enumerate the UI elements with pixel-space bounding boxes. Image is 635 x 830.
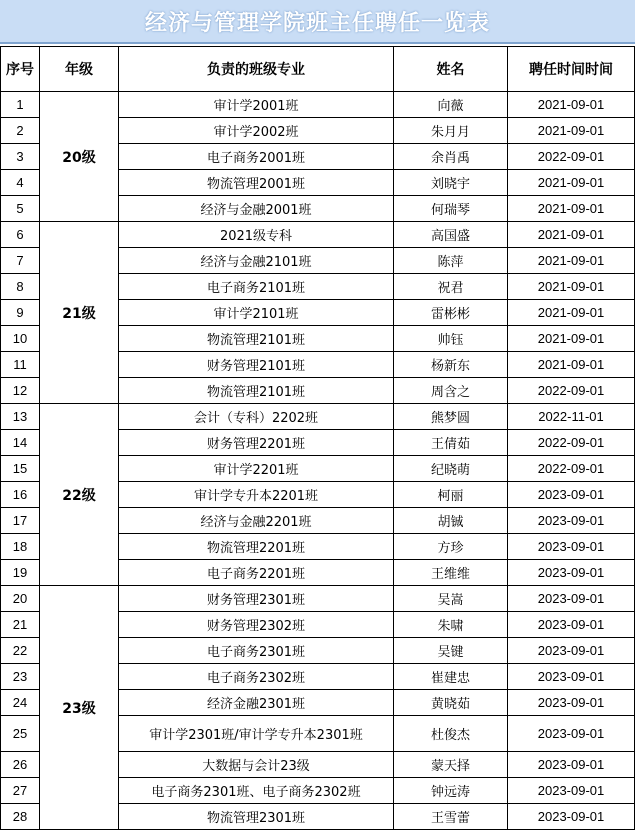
class-cell: 经济与金融2101班 (119, 248, 394, 274)
row-index: 25 (1, 716, 40, 752)
row-index: 21 (1, 612, 40, 638)
table-row (1, 404, 635, 430)
class-cell: 电子商务2301班、电子商务2302班 (119, 778, 394, 804)
row-index: 27 (1, 778, 40, 804)
appointment-date-cell: 2023-09-01 (508, 752, 635, 778)
teacher-name-cell: 王倩茹 (394, 430, 508, 456)
row-index: 6 (1, 222, 40, 248)
row-index: 26 (1, 752, 40, 778)
header-index: 序号 (1, 47, 40, 92)
row-index: 5 (1, 196, 40, 222)
teacher-name-cell: 王维维 (394, 560, 508, 586)
appointment-date-cell: 2023-09-01 (508, 664, 635, 690)
appointment-date-cell: 2022-11-01 (508, 404, 635, 430)
row-index: 13 (1, 404, 40, 430)
teacher-name-cell: 朱啸 (394, 612, 508, 638)
teacher-name-cell: 杨新东 (394, 352, 508, 378)
appointment-date-cell: 2022-09-01 (508, 456, 635, 482)
appointment-date-cell: 2023-09-01 (508, 778, 635, 804)
class-cell: 物流管理2101班 (119, 378, 394, 404)
table-row (1, 222, 635, 248)
class-cell: 财务管理2101班 (119, 352, 394, 378)
class-cell: 物流管理2101班 (119, 326, 394, 352)
teacher-name-cell: 向薇 (394, 92, 508, 118)
appointment-date-cell: 2023-09-01 (508, 638, 635, 664)
row-index: 20 (1, 586, 40, 612)
teacher-name-cell: 熊梦圆 (394, 404, 508, 430)
teacher-name-cell: 陈萍 (394, 248, 508, 274)
table-body (1, 92, 635, 830)
teacher-name-cell: 周含之 (394, 378, 508, 404)
appointment-date-cell: 2021-09-01 (508, 248, 635, 274)
row-index: 7 (1, 248, 40, 274)
teacher-name-cell: 朱月月 (394, 118, 508, 144)
header-name: 姓名 (394, 47, 508, 92)
grade-cell: 21级 (40, 222, 119, 404)
row-index: 17 (1, 508, 40, 534)
appointment-date-cell: 2023-09-01 (508, 482, 635, 508)
row-index: 18 (1, 534, 40, 560)
teacher-name-cell: 黄晓茹 (394, 690, 508, 716)
class-cell: 审计学2301班/审计学专升本2301班 (119, 716, 394, 752)
teacher-name-cell: 刘晓宇 (394, 170, 508, 196)
class-cell: 财务管理2201班 (119, 430, 394, 456)
row-index: 16 (1, 482, 40, 508)
table-row (1, 586, 635, 612)
grade-cell: 23级 (40, 586, 119, 830)
teacher-name-cell: 纪晓萌 (394, 456, 508, 482)
class-cell: 经济与金融2001班 (119, 196, 394, 222)
class-cell: 审计学2201班 (119, 456, 394, 482)
teacher-name-cell: 何瑞琴 (394, 196, 508, 222)
table-title: 经济与管理学院班主任聘任一览表 (144, 10, 490, 36)
class-cell: 物流管理2201班 (119, 534, 394, 560)
class-cell: 经济金融2301班 (119, 690, 394, 716)
class-cell: 电子商务2301班 (119, 638, 394, 664)
class-cell: 物流管理2001班 (119, 170, 394, 196)
class-cell: 电子商务2302班 (119, 664, 394, 690)
appointment-date-cell: 2021-09-01 (508, 170, 635, 196)
class-cell: 大数据与会计23级 (119, 752, 394, 778)
teacher-name-cell: 王雪蕾 (394, 804, 508, 830)
appointment-date-cell: 2021-09-01 (508, 300, 635, 326)
teacher-name-cell: 吴键 (394, 638, 508, 664)
appointment-date-cell: 2021-09-01 (508, 118, 635, 144)
appointment-date-cell: 2023-09-01 (508, 560, 635, 586)
class-cell: 财务管理2302班 (119, 612, 394, 638)
row-index: 9 (1, 300, 40, 326)
grade-cell: 22级 (40, 404, 119, 586)
appointment-date-cell: 2022-09-01 (508, 430, 635, 456)
class-cell: 电子商务2001班 (119, 144, 394, 170)
appointment-date-cell: 2023-09-01 (508, 534, 635, 560)
teacher-name-cell: 高国盛 (394, 222, 508, 248)
head-teacher-table (0, 46, 635, 830)
appointment-date-cell: 2021-09-01 (508, 196, 635, 222)
class-cell: 会计（专科）2202班 (119, 404, 394, 430)
appointment-date-cell: 2021-09-01 (508, 92, 635, 118)
row-index: 14 (1, 430, 40, 456)
appointment-date-cell: 2021-09-01 (508, 222, 635, 248)
appointment-date-cell: 2021-09-01 (508, 326, 635, 352)
class-cell: 审计学2101班 (119, 300, 394, 326)
row-index: 15 (1, 456, 40, 482)
teacher-name-cell: 余肖禹 (394, 144, 508, 170)
class-cell: 经济与金融2201班 (119, 508, 394, 534)
row-index: 10 (1, 326, 40, 352)
table-title-banner (0, 0, 635, 44)
row-index: 4 (1, 170, 40, 196)
class-cell: 审计学2002班 (119, 118, 394, 144)
class-cell: 审计学2001班 (119, 92, 394, 118)
appointment-date-cell: 2023-09-01 (508, 612, 635, 638)
row-index: 12 (1, 378, 40, 404)
teacher-name-cell: 崔建忠 (394, 664, 508, 690)
teacher-name-cell: 祝君 (394, 274, 508, 300)
teacher-name-cell: 帅钰 (394, 326, 508, 352)
appointment-date-cell: 2022-09-01 (508, 144, 635, 170)
teacher-name-cell: 蒙天择 (394, 752, 508, 778)
teacher-name-cell: 方珍 (394, 534, 508, 560)
header-date: 聘任时间时间 (508, 47, 635, 92)
grade-cell: 20级 (40, 92, 119, 222)
row-index: 28 (1, 804, 40, 830)
row-index: 23 (1, 664, 40, 690)
row-index: 19 (1, 560, 40, 586)
appointment-date-cell: 2023-09-01 (508, 716, 635, 752)
row-index: 22 (1, 638, 40, 664)
appointment-date-cell: 2023-09-01 (508, 586, 635, 612)
row-index: 24 (1, 690, 40, 716)
class-cell: 电子商务2201班 (119, 560, 394, 586)
row-index: 1 (1, 92, 40, 118)
header-row (1, 47, 635, 92)
row-index: 3 (1, 144, 40, 170)
table-row (1, 92, 635, 118)
appointment-date-cell: 2023-09-01 (508, 508, 635, 534)
teacher-name-cell: 杜俊杰 (394, 716, 508, 752)
class-cell: 财务管理2301班 (119, 586, 394, 612)
class-cell: 2021级专科 (119, 222, 394, 248)
teacher-name-cell: 柯丽 (394, 482, 508, 508)
teacher-name-cell: 雷彬彬 (394, 300, 508, 326)
class-cell: 审计学专升本2201班 (119, 482, 394, 508)
header-grade: 年级 (40, 47, 119, 92)
class-cell: 电子商务2101班 (119, 274, 394, 300)
appointment-date-cell: 2021-09-01 (508, 274, 635, 300)
appointment-date-cell: 2021-09-01 (508, 352, 635, 378)
appointment-date-cell: 2023-09-01 (508, 690, 635, 716)
row-index: 11 (1, 352, 40, 378)
row-index: 2 (1, 118, 40, 144)
appointment-date-cell: 2023-09-01 (508, 804, 635, 830)
class-cell: 物流管理2301班 (119, 804, 394, 830)
teacher-name-cell: 钟远涛 (394, 778, 508, 804)
teacher-name-cell: 胡铖 (394, 508, 508, 534)
appointment-date-cell: 2022-09-01 (508, 378, 635, 404)
row-index: 8 (1, 274, 40, 300)
teacher-name-cell: 吴嵩 (394, 586, 508, 612)
header-class: 负责的班级专业 (119, 47, 394, 92)
